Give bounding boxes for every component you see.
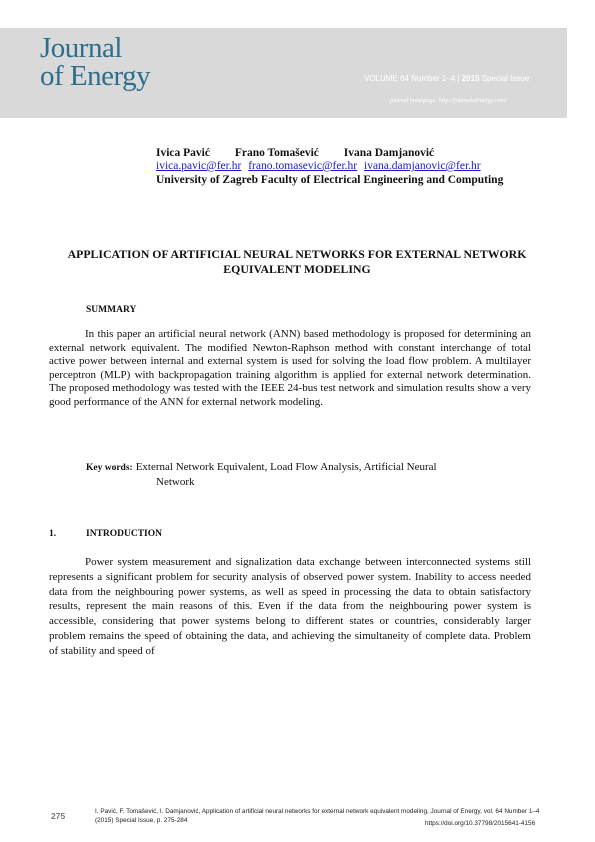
paper-title: APPLICATION OF ARTIFICIAL NEURAL NETWORKS FOR EXTERNAL NETWORK EQUIVALENT MODELING xyxy=(67,247,527,276)
author-block xyxy=(156,147,546,187)
logo-line-2: of Energy xyxy=(40,60,151,92)
author-emails xyxy=(156,160,546,172)
summary-text: In this paper an artificial neural network (ANN) based methodology is proposed for determining an external network equivalent. The modified Newton-Raphson method with constant interchange of total active power between internal and external system is used for solving the load flow problem. A multilayer perceptron (MLP) with backpropagation training algorithm is applied for external network determination. The proposed methodology was tested with the IEEE 24-bus test network and simulation results show a very good performance of the ANN for external network modeling. xyxy=(49,328,531,408)
author-email-link[interactable]: frano.tomasevic@fer.hr xyxy=(248,160,358,172)
logo-line-1: Journal xyxy=(40,32,122,64)
author-name: Ivana Damjanović xyxy=(343,147,435,159)
author-affiliation: University of Zagreb Faculty of Electrical Engineering and Computing xyxy=(156,174,504,186)
author-email-link[interactable]: ivana.damjanovic@fer.hr xyxy=(364,160,481,172)
volume-issue: Special Issue xyxy=(481,74,530,83)
keywords-text-continued: Network xyxy=(156,476,195,488)
keywords-label: Key words: xyxy=(86,463,133,473)
journal-logo[interactable] xyxy=(40,34,150,90)
footer-citation: I. Pavić, F. Tomašević, I. Damjanović, Application of artificial neural networks for external network equivalent modeling, Journal of Energy, vol. 64 Number 1–4 (2015) Special Issue, p. 275-284 xyxy=(95,808,540,824)
summary-heading: SUMMARY xyxy=(86,305,137,315)
section-heading xyxy=(49,529,162,539)
author-email-link[interactable]: ivica.pavic@fer.hr xyxy=(156,160,242,172)
volume-separator: | xyxy=(455,74,462,83)
section-number: 1. xyxy=(49,529,57,539)
journal-homepage-link[interactable]: journal homepage: http://journalofenergy.com/ xyxy=(390,97,507,104)
introduction-text: Power system measurement and signalization data exchange between interconnected systems still represents a significant problem for security analysis of observed power system. Inability to access needed data from the neighbouring power systems, as well as speed in processing the data to obtain satisfactory results, represent the main reasons of this. Even if the data from the neighbouring power system is accessible, considering that power systems belong to different states or countries, considerably larger problem remains the speed of obtaining the data, and achieving the simultaneity of complete data. Problem of stability and speed of xyxy=(49,556,531,657)
section-title: INTRODUCTION xyxy=(86,529,163,539)
doi-link[interactable]: https://doi.org/10.37798/2015641-4156 xyxy=(425,820,536,827)
volume-info xyxy=(364,74,554,83)
keywords xyxy=(86,460,532,489)
author-names xyxy=(156,147,546,159)
page-number: 275 xyxy=(51,811,66,821)
volume-label: VOLUME 64 Number 1–4 xyxy=(364,74,456,83)
volume-year: 2015 xyxy=(461,74,480,83)
keywords-text: External Network Equivalent, Load Flow Analysis, Artificial Neural xyxy=(135,461,437,473)
author-name: Frano Tomašević xyxy=(234,147,319,159)
author-name: Ivica Pavić xyxy=(156,147,210,159)
